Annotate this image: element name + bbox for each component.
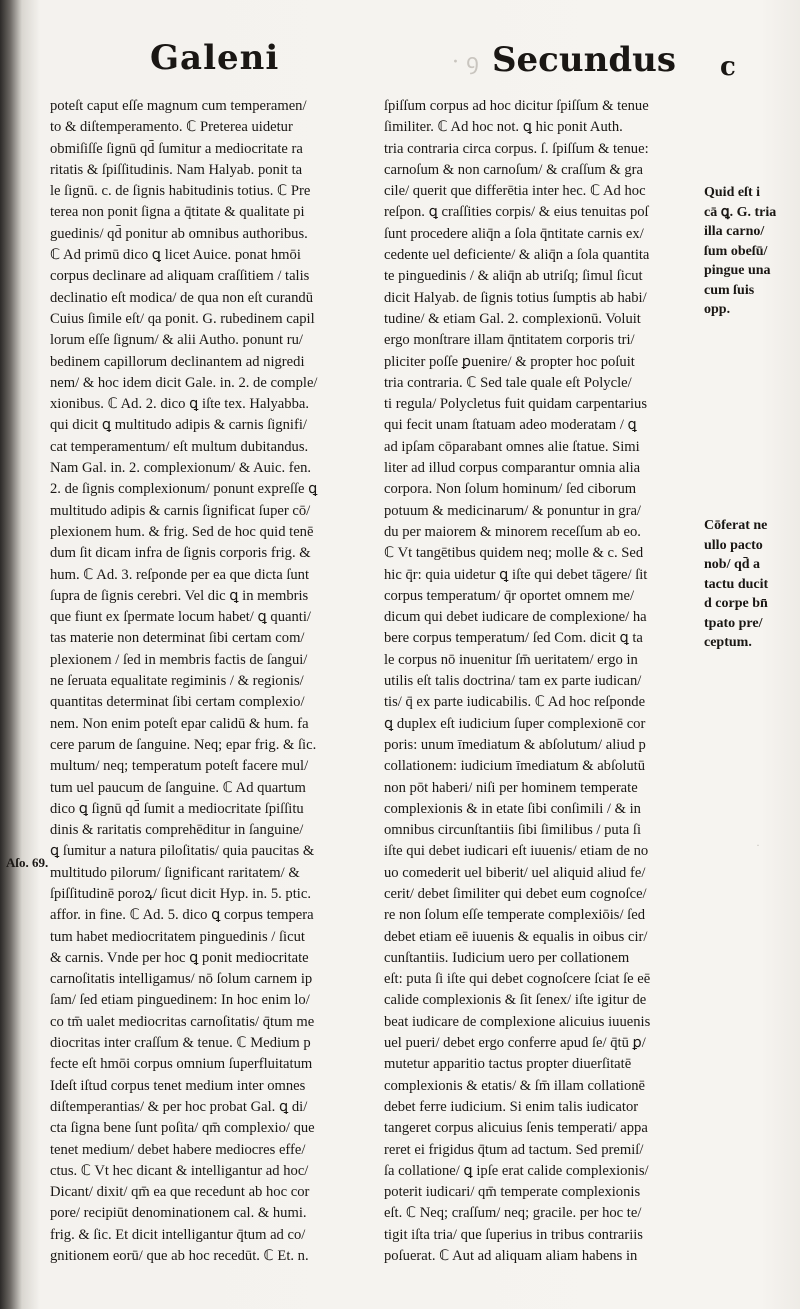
text-line: corpus declinare ad aliquam craſſitiem / talis [50,268,310,285]
signature-mark: c [720,52,736,82]
text-line: ergo monſtrare illam q̄ntitatem corporis tri/ [384,332,635,349]
margin-note-line: pingue una [704,263,771,278]
text-line: debet ferre iudicium. Si enim talis iudicator [384,1098,639,1115]
text-line: ſa collatione/ ꝗ ipſe erat calide complexionis/ [384,1162,649,1179]
margin-note-line: ceptum. [704,635,752,650]
text-line: corpus temperatum/ q̄r oportet omnem me/ [384,587,635,604]
text-line: frig. & ſic. Et dicit intelligantur q̄tum ad co/ [50,1226,306,1243]
text-line: Ideſt iſtud corpus tenet medium inter omnes [50,1077,306,1094]
text-line: ſam/ ſed etiam pinguedinem: In hoc enim lo/ [50,992,310,1009]
text-line: uel pueri/ debet ergo conferre apud ſe/ q̄tū ꝑ/ [384,1035,646,1052]
margin-note-line: cum ſuis [704,282,755,298]
left-margin-reference: Aſo. 69. [6,855,49,870]
text-line: collationem: iudicium īmediatum & abſolutū [384,758,646,775]
text-line: quantitas determinat ſibi certam complexio/ [50,694,305,711]
text-line: hic q̄r: quia uidetur ꝗ iſte qui debet tāgere/ ſit [384,566,648,583]
text-line: te pinguedinis / & aliq̄n ab utriſq; ſimul ſicut [384,268,643,285]
text-line: 2. de ſignis complexionum/ ponunt expreſſe ꝗ [50,481,318,498]
text-line: debet etiam eē iuuenis & equalis in oibus cir/ [384,928,648,945]
text-line: cat temperamentum/ eſt multum dubitandus. [50,438,309,455]
text-line: hum. ℂ Ad. 3. reſponde per ea que dicta ſunt [50,566,310,583]
text-line: dum ſit dicam infra de ſignis corporis frig. & [50,545,311,562]
text-line: poſuerat. ℂ Aut ad aliquam aliam habens in [384,1248,638,1265]
text-line: tum uel paucum de ſanguine. ℂ Ad quartum [50,779,306,796]
text-line: dico ꝗ ſignū qd̄ ſumit a mediocritate ſpiſſitu [50,800,304,817]
text-line: tas materie non determinat ſibi certam com/ [50,630,305,647]
text-line: tum habet mediocritatem pinguedinis / ſicut [50,928,305,945]
text-line: potuum & medicinarum/ & ponuntur in gra/ [384,502,641,519]
text-line: cile/ querit que differētia inter hec. ℂ Ad hoc [384,183,646,200]
text-line: reſpon. ꝗ craſſities corpis/ & eius tenuitas poſ [384,204,649,221]
text-line: non pōt haberi/ niſi per hominem temperate [384,779,638,796]
text-line: tenet medium/ debet habere mediocres effe/ [50,1141,306,1158]
text-line: multitudo pilorum/ ſignificant raritatem/ & [50,864,300,881]
text-line: que fiunt ex ſpermate locum habet/ ꝗ quanti/ [50,609,311,626]
text-line: Cuius ſimile eſt/ qa ponit. G. rubedinem capil [50,310,315,327]
text-line: re non ſolum eſſe temperate complexiōis/ ſed [384,907,645,924]
margin-note-line: tpato pre/ [704,615,763,631]
margin-note-line: opp. [704,302,731,317]
text-line: ꝗ duplex eſt iudicium ſuper complexionē cor [384,715,646,732]
text-line: ℂ Ad primū dico ꝗ licet Auice. ponat hmōi [50,247,301,264]
margin-note-lower [704,516,800,653]
text-line: bedinem capillorum declinantem ad nigredi [50,353,305,370]
text-line: ſpiſſitudinē poroꝝ/ ſicut dicit Hyp. in. 5. ptic. [50,885,311,902]
text-line: ℂ Vt tangētibus quidem neq; molle & c. Sed [384,545,644,562]
left-text-column [50,96,368,1267]
text-line: omnibus circunſtantiis ſibi ſimilibus / puta ſi [384,822,642,839]
text-line: calide complexionis & ſit ſenex/ iſte igitur de [384,992,647,1009]
text-line: uo comederit uel biberit/ uel aliquid aliud fe/ [384,864,646,881]
text-line: ſimiliter. ℂ Ad hoc not. ꝗ hic ponit Auth. [384,119,623,136]
text-line: gnitionem eorū/ que ab hoc recedūt. ℂ Et. n. [50,1248,309,1265]
margin-note-line: tactu ducit [704,576,769,592]
text-line: fecte eſt hmōi corpus omnium ſuperfluitatum [50,1056,313,1073]
text-line: dicum qui debet iudicare de complexione/ ha [384,609,647,626]
text-line: du per maiorem & minorem receſſum ab eo. [384,523,641,540]
text-line: tudine/ & etiam Gal. 2. complexionū. Voluit [384,310,641,327]
text-line: complexionis & in etate ſibi conſimili / & in [384,800,641,817]
text-line: beat iudicare de complexione alicuius iuuenis [384,1013,651,1030]
text-line: ſpiſſum corpus ad hoc dicitur ſpiſſum & tenue [384,98,649,114]
text-line: xionibus. ℂ Ad. 2. dico ꝗ iſte tex. Halyabba. [50,396,309,413]
margin-note-line: ſum obeſū/ [704,243,768,259]
text-line: utilis eſt talis doctrina/ tam ex parte iudican/ [384,673,642,690]
text-line: diocritas inter craſſum & tenue. ℂ Medium p [50,1035,311,1052]
text-line: nem/ & hoc idem dicit Gale. in. 2. de comple/ [50,374,318,391]
text-line: ꝗ ſumitur a natura piloſitatis/ quia paucitas & [50,843,315,860]
text-line: ti regula/ Polycletus fuit quidam carpentarius [384,396,648,413]
text-line: complexionis & etatis/ & ſm̄ illam collationē [384,1077,646,1094]
text-line: eſt: puta ſi iſte qui debet cognoſcere ſciat ſe eē [384,971,651,988]
text-line: ſunt procedere aliq̄n a ſola q̄ntitate carnis ex/ [384,225,644,242]
margin-note-line: ullo pacto [704,537,763,553]
margin-note-upper [704,183,800,320]
text-line: carnoſitatis intelligamus/ nō ſolum carnem ip [50,971,313,988]
text-line: tangeret corpus alicuius ſenis temperati/ appa [384,1120,648,1137]
text-line: cere parum de ſanguine. Neq; epar frig. & ſic. [50,736,317,753]
text-line: dicit Halyab. de ſignis totius ſumptis ab habi/ [384,289,647,306]
text-line: tis/ q̄ ex parte iudicabilis. ℂ Ad hoc reſponde [384,694,646,711]
text-line: affor. in fine. ℂ Ad. 5. dico ꝗ corpus tempera [50,907,314,924]
text-line: guedinis/ qd̄ ponitur ab omnibus authoribus. [50,225,308,242]
text-line: corpora. Non ſolum hominum/ ſed ciborum [384,481,637,498]
text-line: tria contraria circa corpus. ſ. ſpiſſum & tenue: [384,140,649,157]
text-line: diſtemperantias/ & per hoc probat Gal. ꝗ di/ [50,1098,308,1115]
text-line: pliciter poſſe ꝑuenire/ & propter hoc poſuit [384,353,635,370]
text-line: dinis & raritatis comprehēditur in ſanguine/ [50,822,304,839]
bleed-through-mark: · [756,838,760,852]
text-line: ad ipſam cōparabant omnes alie ſtatue. Simi [384,438,640,455]
text-line: plexionem hum. & frig. Sed de hoc quid tenē [50,523,314,540]
text-line: terea non ponit ſigna a q̄titate & qualitate pi [50,204,305,221]
text-line: poris: unum īmediatum & abſolutum/ aliud p [384,736,646,753]
text-line: carnoſum & non carnoſum/ & craſſum & gra [384,161,643,178]
text-line: nem. Non enim poteſt epar calidū & hum. fa [50,715,309,732]
text-line: multitudo adipis & carnis ſignificat ſuper cō/ [50,502,311,519]
text-line: cunſtantiis. Iudicium uero per collationem [384,949,630,966]
text-line: Nam Gal. in. 2. complexionum/ & Auic. fen. [50,460,312,477]
text-line: declinatio eſt modica/ de qua non eſt curandū [50,289,314,306]
margin-note-line: Cōferat ne [704,518,768,533]
text-line: poteſt caput eſſe magnum cum temperamen/ [50,98,307,114]
bleed-through-mark: · ꝯ [452,50,479,75]
text-line: multum/ neq; temperatum poteſt facere mul/ [50,758,309,775]
text-line: poterit iudicari/ qm̄ temperate complexionis [384,1184,641,1201]
text-line: qui dicit ꝗ multitudo adipis & carnis ſignifi/ [50,417,307,434]
text-line: bere corpus temperatum/ ſed Com. dicit ꝗ ta [384,630,643,647]
margin-note-line: illa carno/ [704,224,765,239]
text-line: plexionem / ſed in membris factis de ſangui/ [50,651,308,668]
text-line: reret ei frigidus q̄tum ad tactum. Sed premiſ/ [384,1141,644,1158]
text-line: ritatis & ſpiſſitudinis. Nam Halyab. ponit ta [50,161,303,178]
text-line: co tm̄ ualet mediocritas carnoſitatis/ q̄tum me [50,1013,315,1030]
text-line: ſupra de ſignis cerebri. Vel dic ꝗ in membris [50,587,309,604]
margin-note-line: cā ꝗ. G. tria [704,204,777,220]
margin-note-line: nob/ qd̄ a [704,557,761,572]
text-line: mutetur apparitio tactus propter diuerſitatē [384,1056,632,1073]
text-line: cerit/ debet ſimiliter qui debet eum cognoſce/ [384,885,647,902]
text-line: to & diſtemperamento. ℂ Preterea uidetur [50,119,293,136]
text-line: & carnis. Vnde per hoc ꝗ ponit mediocritate [50,949,309,966]
text-line: ctus. ℂ Vt hec dicant & intelligantur ad hoc/ [50,1162,309,1179]
text-line: tria contraria. ℂ Sed tale quale eſt Polycle/ [384,374,632,391]
text-line: pore/ recipiūt denominationem cal. & humi. [50,1205,307,1222]
text-line: eſt. ℂ Neq; craſſum/ neq; gracile. per hoc te/ [384,1205,642,1222]
right-text-column [384,96,702,1267]
text-line: ne ſeruata equalitate regiminis / & regionis/ [50,673,304,690]
margin-note-line: Quid eſt i [704,185,761,200]
running-head-left: Galeni [150,38,280,78]
text-line: le ſignū. c. de ſignis habitudinis totius. ℂ Pre [50,183,311,200]
text-line: obmiſiſſe ſignū qd̄ ſumitur a mediocritate ra [50,140,303,157]
running-head-right: Secundus [492,40,676,80]
text-line: le corpus nō inuenitur ſm̄ ueritatem/ ergo in [384,651,638,668]
text-line: liter ad illud corpus comparantur omnia alia [384,460,641,477]
text-line: tigit iſta tria/ que ſuperius in tribus contrariis [384,1226,643,1243]
text-line: lorum eſſe ſignum/ & alii Autho. ponunt ru/ [50,332,303,349]
text-line: qui fecit unam ſtatuam adeo moderatam / ꝗ [384,417,637,434]
text-line: iſte qui debet iudicari eſt iuuenis/ etiam de no [384,843,649,860]
text-line: cedente uel deficiente/ & aliq̄n a ſola quantita [384,247,650,264]
margin-note-line: d corpe bn̄ [704,596,768,611]
text-line: cta ſigna bene ſunt poſita/ qm̄ complexio/ que [50,1120,315,1137]
text-line: Dicant/ dixit/ qm̄ ea que recedunt ab hoc cor [50,1184,310,1201]
